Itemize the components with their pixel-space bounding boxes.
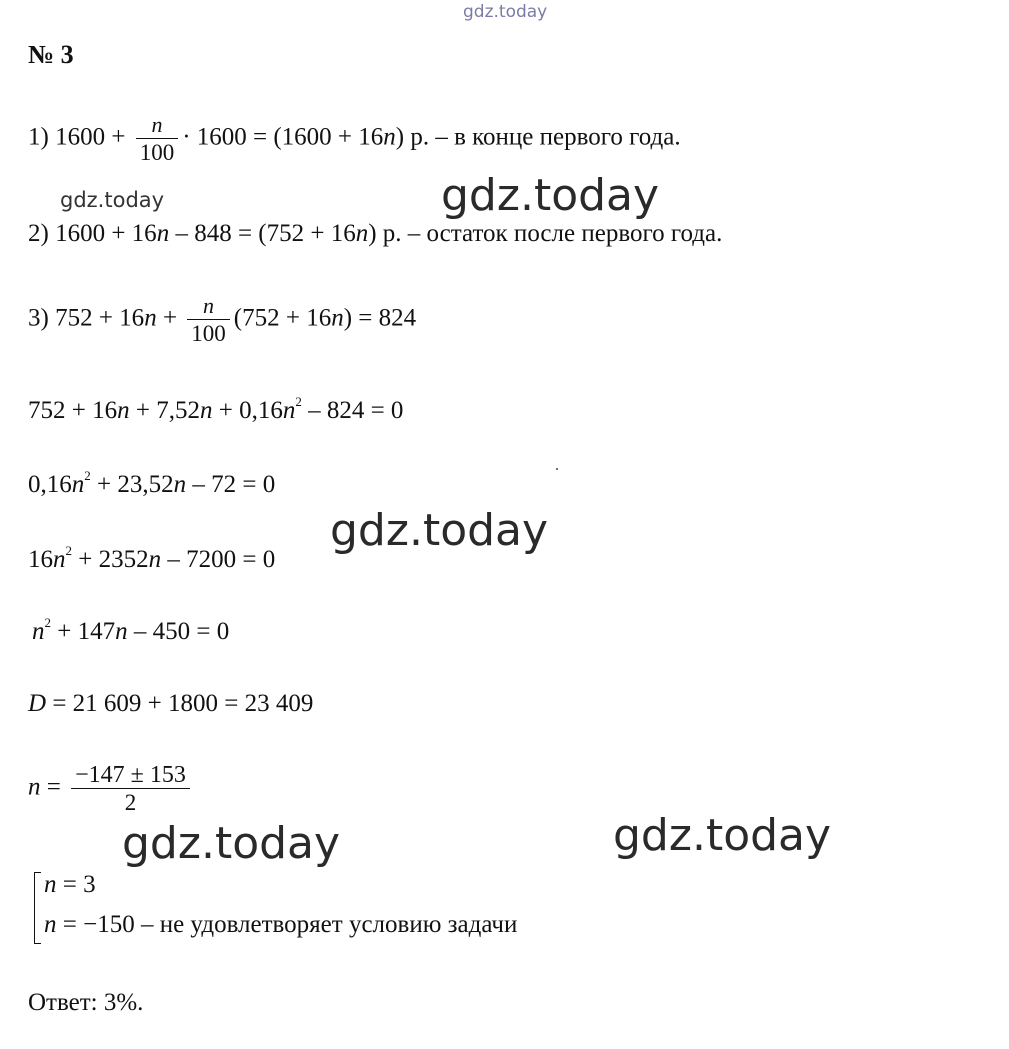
equation-3: [28, 545, 275, 575]
step-1-prefix: 1) 1600 +: [28, 123, 126, 151]
variable-n: n: [282, 397, 296, 424]
exponent: 2: [44, 615, 51, 630]
watermark-small: gdz.today: [60, 188, 165, 212]
fraction-denominator: 100: [187, 319, 230, 347]
variable-n: n: [148, 546, 162, 573]
eq-2-part-b: + 23,52: [90, 471, 174, 498]
exponent: 2: [84, 468, 91, 483]
fraction-numerator: −147 ± 153: [75, 762, 186, 788]
roots-fraction: [71, 762, 190, 816]
step-2-part-c: ) р. – остаток после первого года.: [368, 220, 723, 247]
eq-4-part-a: + 147: [51, 618, 116, 645]
stray-dot: [556, 468, 558, 470]
eq-4-part-b: – 450 = 0: [127, 618, 230, 645]
roots-formula: [28, 762, 194, 816]
exponent: 2: [65, 543, 72, 558]
exponent: 2: [295, 394, 302, 409]
watermark-top: gdz.today: [463, 2, 548, 22]
step-1-suffix-a: · 1600 = (1600 + 16: [182, 123, 384, 151]
equation-2: [28, 470, 275, 500]
equation-1: [28, 396, 403, 426]
step-1-suffix-b: ) р. – в конце первого года.: [395, 123, 681, 151]
variable-n: n: [117, 397, 130, 424]
step-1: [28, 112, 681, 166]
variable-n: n: [53, 546, 66, 573]
step-3-part-b: +: [156, 304, 178, 332]
fraction-n-over-100: [187, 293, 230, 347]
case-1: [44, 870, 96, 900]
step-3-part-c: (752 + 16: [233, 304, 332, 332]
fraction-n-over-100: [136, 112, 179, 166]
watermark-big-3: gdz.today: [122, 818, 341, 869]
fraction-denominator: 100: [136, 138, 179, 166]
case-2-value: = −150 – не удовлетворяет условию задачи: [56, 911, 518, 938]
eq-1-part-c: + 0,16: [212, 397, 283, 424]
eq-1-part-b: + 7,52: [129, 397, 200, 424]
variable-n: n: [44, 871, 57, 898]
variable-n: n: [32, 618, 45, 645]
variable-n: n: [115, 618, 128, 645]
step-3: [28, 293, 416, 347]
variable-n: n: [144, 304, 157, 332]
variable-n: n: [44, 911, 57, 938]
watermark-big-1: gdz.today: [441, 170, 660, 221]
cases-bracket: [34, 872, 41, 944]
step-3-part-d: ) = 824: [343, 304, 417, 332]
watermark-big-4: gdz.today: [613, 810, 832, 861]
equals-sign: =: [40, 773, 61, 801]
fraction-numerator: n: [203, 293, 215, 318]
eq-1-part-a: 752 + 16: [28, 397, 118, 424]
eq-2-part-c: – 72 = 0: [186, 471, 276, 498]
fraction-numerator: n: [151, 112, 163, 137]
variable-n: n: [383, 123, 396, 151]
case-1-value: = 3: [56, 871, 96, 898]
problem-number: № 3: [28, 40, 74, 69]
discriminant-value: = 21 609 + 1800 = 23 409: [46, 690, 314, 717]
step-2-part-b: – 848 = (752 + 16: [169, 220, 356, 247]
eq-3-part-c: – 7200 = 0: [161, 546, 276, 573]
variable-n: n: [199, 397, 213, 424]
eq-3-part-b: + 2352: [72, 546, 149, 573]
step-2: [28, 219, 722, 249]
eq-2-part-a: 0,16: [28, 471, 72, 498]
variable-d: D: [28, 690, 47, 717]
variable-n: n: [156, 220, 170, 247]
fraction-denominator: 2: [71, 788, 190, 816]
variable-n: n: [71, 471, 85, 498]
case-2: [44, 910, 517, 940]
eq-1-part-d: – 824 = 0: [301, 397, 404, 424]
discriminant: [28, 689, 313, 719]
step-2-part-a: 2) 1600 + 16: [28, 220, 157, 247]
step-3-part-a: 3) 752 + 16: [28, 304, 145, 332]
eq-3-part-a: 16: [28, 546, 53, 573]
equation-4: [32, 617, 229, 647]
variable-n: n: [355, 220, 369, 247]
variable-n: n: [28, 773, 41, 801]
variable-n: n: [331, 304, 344, 332]
answer: Ответ: 3%.: [28, 989, 144, 1016]
watermark-big-2: gdz.today: [330, 505, 549, 556]
variable-n: n: [173, 471, 187, 498]
